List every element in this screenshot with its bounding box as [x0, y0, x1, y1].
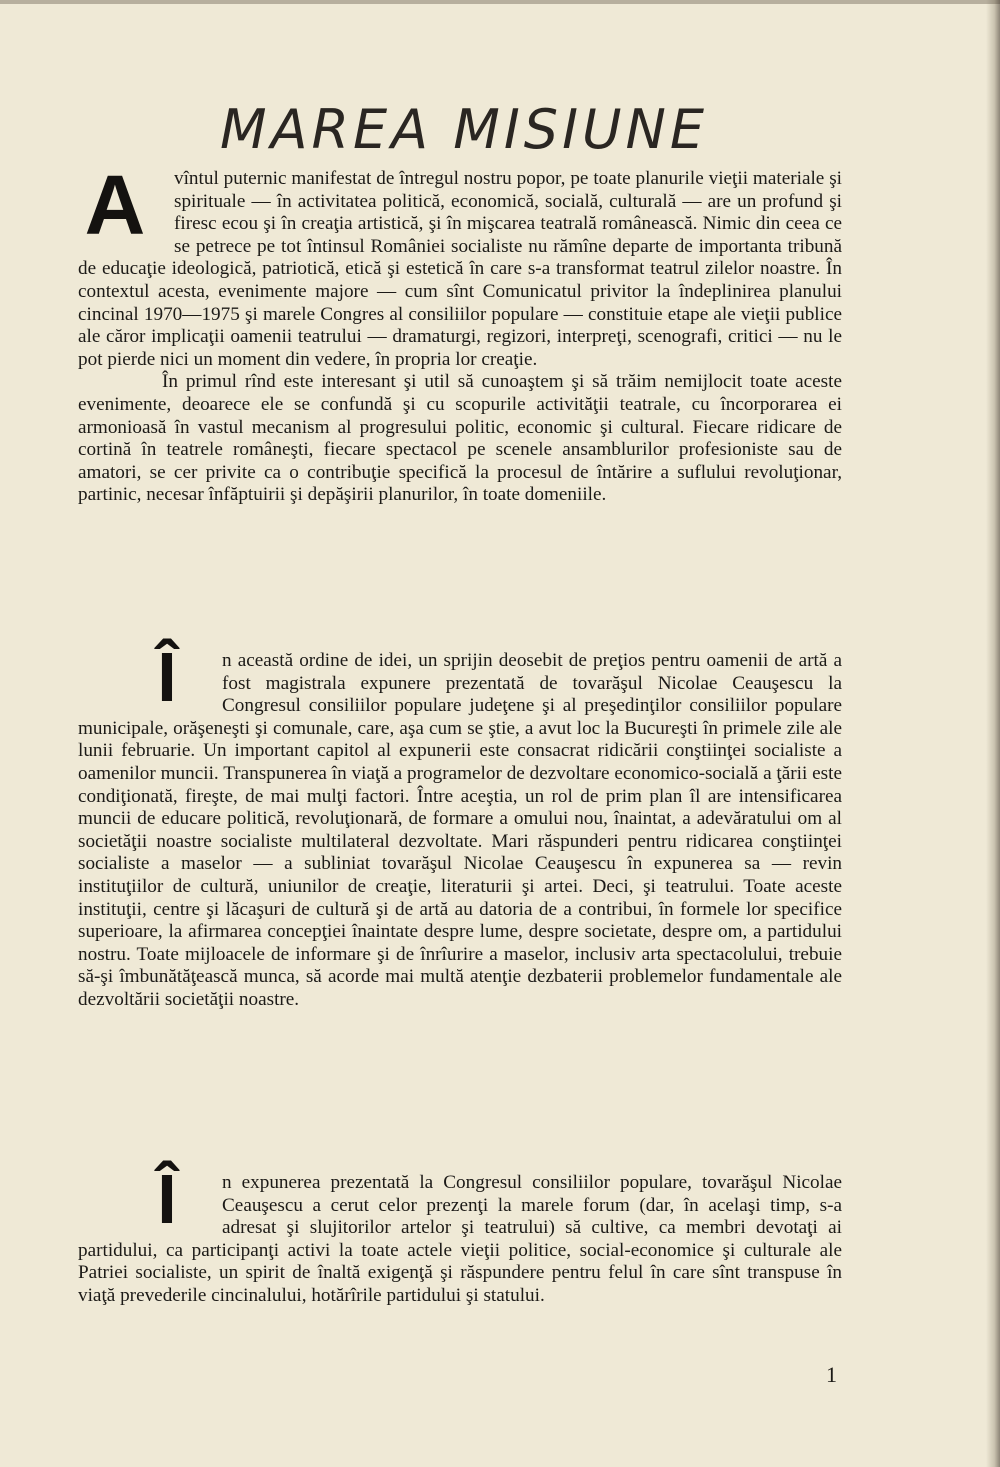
body-paragraph: n această ordine de idei, un sprijin deosebit de preţios pentru oamenii de artă a fost magistrala expunere prezentată de tovarăşul Nicolae Ceauşescu la Congresul consiliilor populare judeţene şi al preşedinţilor consiliilor populare municipale, orăşeneşti şi comunale, care, aşa cum se ştie, a avut loc la Bucureşti în primele zile ale lunii februarie. Un important capitol al expunerii este consacrat ridicării conştiinţei socialiste a oamenilor muncii. Transpunerea în viaţă a programelor de dezvoltare economico-socială a ţării este condiţionată, fireşte, de mai mulţi factori. Între aceştia, un rol de prim plan îl are intensificarea muncii de educare politică, revoluţionară, de formare a omului nou, înaintat, a adevăratului om al societăţii noastre socialiste multilateral dezvoltate. Mari răspunderi pentru ridicarea conştiinţei socialiste a maselor — a subliniat tovarăşul Nicolae Ceauşescu în expunerea sa — revin instituţiilor de cultură, uniunilor de creaţie, literaturii şi artei. Deci, şi teatrului. Toate aceste instituţii, centre şi lăcaşuri de cultură şi de artă au datoria de a contribui, în formele lor specifice superioare, la afirmarea concepţiei înaintate despre lume, despre societate, despre om, a partidului nostru. Toate mijloacele de informare şi de înrîurire a maselor, inclusiv arta spectacolului, trebuie să-şi îmbunătăţească munca, să acorde mai multă atenţie dezbaterii problemelor fundamentale ale dezvoltării societăţii noastre. — [78, 650, 842, 1010]
drop-cap-letter: Î — [157, 1160, 177, 1238]
drop-cap-letter: Î — [157, 638, 177, 716]
body-paragraph: În primul rînd este interesant şi util să cunoaştem şi să trăim nemijlocit toate aceste evenimente, deoarece ele se confundă şi cu scopurile activităţii teatrale, cu încorporarea ei armonioasă în vastul mecanism al progresului politic, economic şi cultural. Fiecare ridicare de cortină în teatrele româneşti, fiecare spectacol pe scenele ansamblurilor profesioniste sau de amatori, se cer privite ca o contribuţie specifică la procesul de întărire a suflului revoluţionar, partinic, necesar înfăptuirii şi depăşirii planurilor, în toate domeniile. — [78, 371, 842, 506]
article-section-2 — [78, 638, 842, 1012]
article-section-1 — [78, 158, 842, 507]
article-title: MAREA MISIUNE — [220, 98, 709, 162]
drop-cap-letter: A — [84, 158, 146, 252]
body-paragraph: n expunerea prezentată la Congresul consiliilor populare, tovarăşul Nicolae Ceauşescu a cerut celor prezenţi la marele forum (dar, în acelaşi timp, s-a adresat şi slujitorilor artelor şi teatrului) să cultive, ca membri devotaţi ai partidului, ca participanţi activi la toate actele vieţii politice, social-economice şi culturale ale Patriei socialiste, un spirit de înaltă exigenţă şi răspundere pentru felul în care sînt transpuse în viaţă prevederile cincinalului, hotărîrile partidului şi statului. — [78, 1172, 842, 1306]
page-number: 1 — [826, 1362, 837, 1387]
article-section-3 — [78, 1160, 842, 1308]
page-edge-right — [986, 0, 1000, 1467]
page-edge-top — [0, 0, 1000, 4]
body-paragraph: vîntul puternic manifestat de întregul nostru popor, pe toate planurile vieţii materiale şi spirituale — în activitatea politică, economică, socială, culturală — are un profund şi firesc ecou şi în creaţia artistică, şi în mişcarea teatrală românească. Nimic din ceea ce se petrece pe tot întinsul României socialiste nu rămîne departe de importanta tribună de educaţie ideologică, patriotică, etică şi estetică în care s-a transformat teatrul zilelor noastre. În contextul acesta, evenimente majore — cum sînt Comunicatul privitor la îndeplinirea planului cincinal 1970—1975 şi marele Congres al consiliilor populare — constituie etape ale vieţii publice ale căror implicaţii oamenii teatrului — dramaturgi, regizori, interpreţi, scenografi, critici — nu le pot pierde nici un moment din vedere, în propria lor creaţie. — [78, 168, 842, 370]
